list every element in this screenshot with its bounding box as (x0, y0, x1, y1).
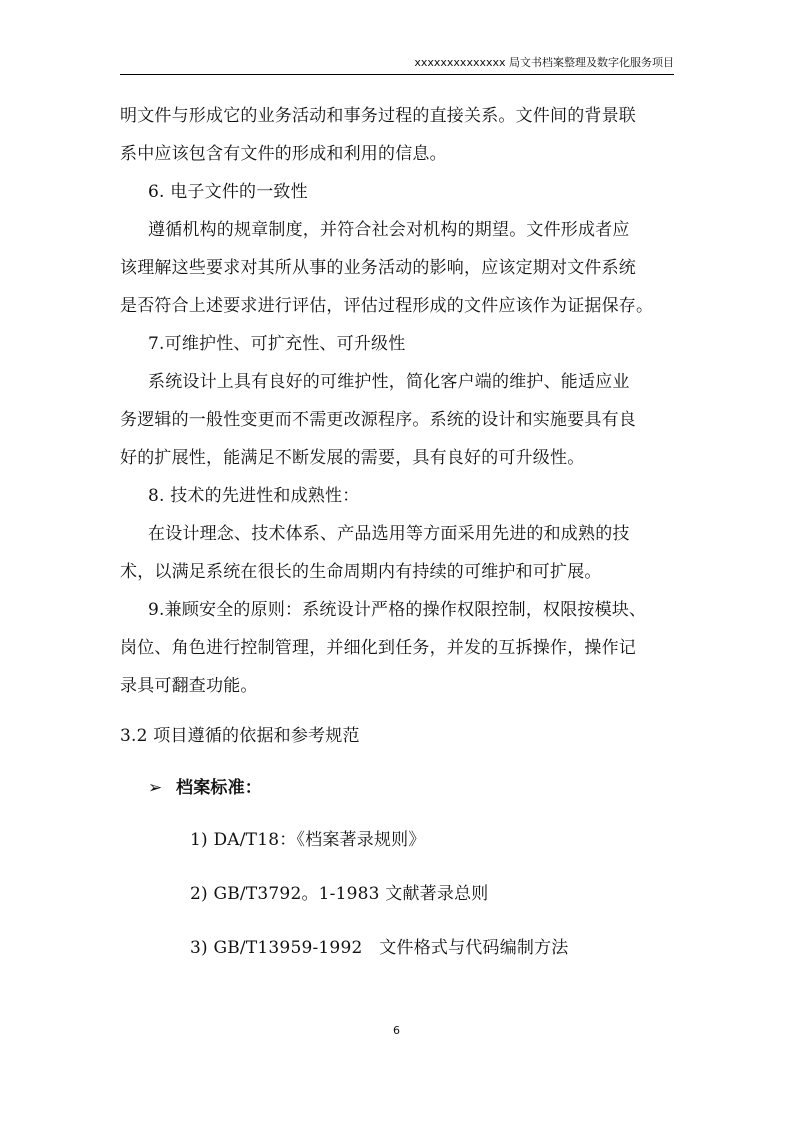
paragraph-line: 该理解这些要求对其所从事的业务活动的影响，应该定期对文件系统 (120, 258, 636, 278)
bullet-label: 档案标准： (176, 778, 262, 798)
arrow-bullet-icon: ➢ (148, 778, 163, 798)
standard-item: 3) GB/T13959-1992 文件格式与代码编制方法 (190, 938, 569, 958)
paragraph-line: 在设计理念、技术体系、产品选用等方面采用先进的和成熟的技 (148, 524, 630, 544)
standard-item: 2) GB/T3792。1-1983 文献著录总则 (190, 884, 489, 904)
document-body (120, 97, 676, 963)
standard-item: 1) DA/T18：《档案著录规则》 (190, 830, 426, 850)
item-heading-technology: 8. 技术的先进性和成熟性： (148, 486, 360, 506)
paragraph-line: 岗位、角色进行控制管理，并细化到任务，并发的互拆操作，操作记 (120, 638, 636, 658)
paragraph-line: 好的扩展性，能满足不断发展的需要，具有良好的可升级性。 (120, 448, 585, 468)
header-title: xxxxxxxxxxxxxx 局文书档案整理及数字化服务项目 (414, 56, 674, 69)
paragraph-line: 是否符合上述要求进行评估，评估过程形成的文件应该作为证据保存。 (120, 296, 654, 316)
item-heading-security: 9.兼顾安全的原则：系统设计严格的操作权限控制，权限按模块、 (148, 600, 647, 620)
paragraph-line: 术，以满足系统在很长的生命周期内有持续的可维护和可扩展。 (120, 562, 602, 582)
paragraph-line: 系统设计上具有良好的可维护性，简化客户端的维护、能适应业 (148, 372, 630, 392)
item-heading-maintainability: 7.可维护性、可扩充性、可升级性 (148, 334, 406, 354)
paragraph-line: 遵循机构的规章制度，并符合社会对机构的期望。文件形成者应 (148, 220, 630, 240)
section-heading: 3.2 项目遵循的依据和参考规范 (120, 726, 360, 746)
bullet-archive-standards (120, 771, 676, 805)
paragraph-line: 录具可翻查功能。 (120, 676, 258, 696)
paragraph-line: 系中应该包含有文件的形成和利用的信息。 (120, 144, 447, 164)
page-number: 6 (393, 1024, 400, 1037)
item-heading-consistency: 6. 电子文件的一致性 (148, 182, 308, 202)
paragraph-line: 明文件与形成它的业务活动和事务过程的直接关系。文件间的背景联 (120, 106, 636, 126)
page-header (120, 55, 674, 75)
paragraph-line: 务逻辑的一般性变更而不需更改源程序。系统的设计和实施要具有良 (120, 410, 636, 430)
